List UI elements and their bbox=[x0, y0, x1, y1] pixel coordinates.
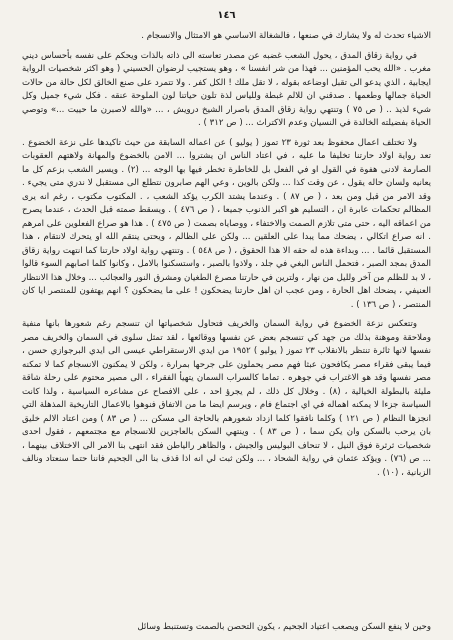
page-number: ١٤٦ bbox=[217, 10, 236, 21]
paragraph-5: وحين لا ينفع السكن ويصعب اعتياد الجحيم ، يكون التحصن بالصمت وتستنبط وسائل bbox=[137, 622, 431, 632]
paragraph-1: الاشياء تحدث له ولا يشارك في صنعها ، فالشغالة الاساسي هو الامتثال والانسجام . bbox=[141, 31, 431, 41]
paragraph-4: وتتعكس نزعة الخضوع في رواية السمان والخريف فتحاول شخصياتها ان تنسجم رغم شعورها بانها منفية وملاحقة وموهنة بذلك من جهد كي تنسجم بعض عن نفسها ووقائعها ، لقد تمثل سلوى في السمان والخريف مصر نفسها لانها ثائرة تنتظر بالانقلاب ٢٣ تموز ( يوليو ) ١٩٥٢ من ايدي الارستقراطي عيسى الى ايدي البرجوازي حسن ، فيما يبقى فقراء مصر يكافحون عبثا فهم مصر يحملون على جرحها بمرارة ، ولكن لا يمكنون الانسجام كما لا تمكنه مصر نفسها وقد هو الاغتراب في جوهره . تماما كالسراب السمان يتهيأ الفقراء ، الى مصير محتوم على رحلة شاقة مليئة بالبطولة الخيالية ، (٨) . وخلال كل ذلك ، لم يجرؤ احد ، على الافصاح عن مشاعره السياسية ، ولذا كانت السياسة جزءا لا يمكنه اهماله في اي اجتماع فام ، ويرسم ايضا ما من الاتفاق فنوهوا بالاعمال التاريخية المذهلة التي انجزها النظام ( ص ١٢١ ) وكلما نافقوا كلما ازداد شعورهم بالحاجة الى مسكن ... ( ص ٨٣ ) ومن اعتاد الالم خليق بان يرحب بالسكن وان يكن سما ، ( ص ٨٣ ) . وينتهي السكن بالعاجزين للانسجام مع مجتمعهم ، فقول احدى شخصيات ثرثرة فوق النيل ، لا تنحاف البوليس والجيش ، والظاهر رالياطن فقد انتهى بنا الامر الى الاختلاف بينهما ، ... ص (٧٦) . ويؤكد عثمان في رواية الشحاذ ، ... ولكن ثبت لي انه اذا قذف بنا الى الجحيم فاننا حتما سنعتاد ونالف الزبانية ، (١٠) . bbox=[22, 319, 432, 478]
body-text bbox=[22, 30, 431, 480]
paragraph-2: في رواية زقاق المدق ، يحول الشعب غضبه عن مصدر تعاسته الى ذاته بالذات ويحكم على نفسه بأحساس ديني مغرب . «الله يحب المؤمنين ... فهذا من شر انفسنا » ، وهو يستجيب لرضوان الحسيني ( وهو اكثر شخصيات الرواية ايجابية ، الذي يدعو الى تقبل اوضاعه بقوله ، لا تقل ملك ! الكل كفر . ولا تتمرد على صنع الخالق لكل حالة من حالات الحياة جمالها وطعمها . صدقني ان للالم غبطة وللياس لذة تلون حياتنا لون الملوحة عنقه . فكل شيء جميل وكل شيء لذيذ .. ( ص ٧٥ ) وتنتهي رواية زقاق المدق باصرار الشيخ درويش ، ... «والله لاصبرن ما حييت ...» وتوصي الحياة بفضيلته الخالدة في النسيان وعدم الاكتراث ... ( ص ٣١٢ ) . bbox=[22, 50, 431, 128]
paragraph-3: ولا تختلف اعمال محفوظ بعد ثورة ٢٣ تموز ( يوليو ) عن اعماله السابقة من حيث تاكيدها على نزعة الخضوع . تعد رواية اولاد حارتنا تخليفا ما عليه ، في اعتاد الناس ان يشتروا ... الامن بالخضوع والمهانة ولاهتهم العقوبات الصارمة لادنى هفوة في القول او في الفعل بل للخاطرة تخطر فيها بها الوجه ... (٢) . ويسير الشعب بزعم كل ما يعانيه ولسان حاله يقول ، عن وقت كذا ... ولكن بالوين ، وعي الهم صابرون نتطلع الى مستقبل لا ندري متى يجيء . وقد الامر من قبل ومن بعد ، ( ص ٨٧ ) . وعندما يشتد الكرب يؤكد الشعب ، . المكتوب مكتوب ، رغم انه يرى المظالم تحكمات عابرة ان ، التسليم هو اكبر الذنوب جميعا ، ( ص ٤٧٦ ) . ويسقط صمته قبل الحدث ، عندما يصرح من اعماقه اليه ، حتى متى تلازم الصمت والاختفاء ، ووصاياه بصمت ( ص ٤٧٥ ) . هذا هو صراع الفعلوين على امرهم . انه صراع اتكالي ، يضحك مما يبدا على العلقين ... ولكن على الظالم ، ويحتى ينتقم الله او يتحرك لانتقام ، هذا المستقبل قائما . ... وبداءة هذه له حقه الا هذا الحقوق ، ( ص ٥٤٨ ) . وتنتهي رواية اولاد حارتنا كما انتهت رواية زقاق المدق بمجد الصبر ، فتحمل الناس البغي في جلد ، ولاذوا بالصبر ، واستسكنوا بالامل ، وكانوا كلما اصابهم السوء قالوا ، لا بد للظلم من آخر ولليل من نهار ، ولترين في حارتنا مصرع الطغيان ومشرق النور والعجائب ... وخلال هذا الانتظار العنيفي ، يضحك اهل الحارة ، ومن عجب ان اهل حارتنا يضحكون ! على ما يضحكون ؟ انهم يهتفون للمنتصر ايا كان المنتصر ، ( ص ١٣٦ ) . bbox=[22, 137, 432, 310]
